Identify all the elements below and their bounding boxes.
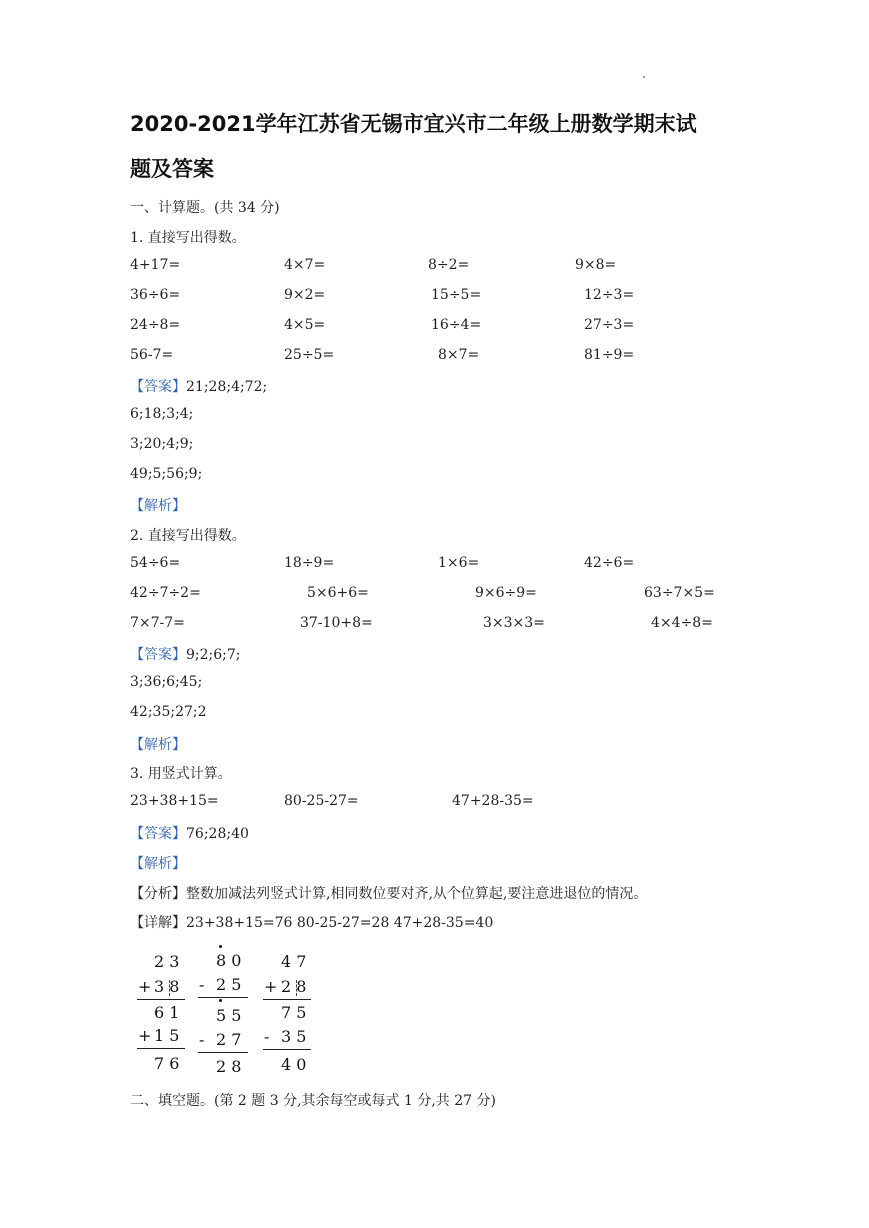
q3-answer [130, 823, 249, 843]
calc-a-line2 [137, 1048, 185, 1049]
q2-item: 7×7-7= [130, 615, 185, 631]
borrow-dot [219, 999, 222, 1002]
q1-item: 81÷9= [584, 347, 635, 363]
calc-c-r2: 4 0 [281, 1055, 307, 1074]
q1-item: 16÷4= [431, 317, 482, 333]
document-title-line2: 题及答案 [130, 157, 214, 181]
q1-item: 12÷3= [584, 287, 635, 303]
q1-item: 4×7= [284, 257, 326, 273]
q2-item: 37-10+8= [300, 615, 373, 631]
page-speck [643, 76, 645, 78]
q2-item: 4×4÷8= [651, 615, 713, 631]
calc-c-n1: 4 7 [281, 952, 307, 971]
calc-c-line1 [263, 999, 311, 1000]
calc-b-n2: 2 5 [216, 975, 242, 994]
borrow-dot [219, 945, 222, 948]
q1-item: 8÷2= [428, 257, 470, 273]
q1-answer-line: 6;18;3;4; [130, 406, 194, 422]
q2-item: 18÷9= [284, 555, 335, 571]
calc-b-r2: 2 8 [216, 1057, 242, 1076]
answer-text: 9;2;6;7; [186, 647, 241, 663]
calc-b-op1: - [199, 975, 205, 994]
calc-a-divider [169, 980, 171, 996]
answer-tag: 【答案】 [130, 826, 186, 842]
answer-text: 76;28;40 [186, 826, 249, 842]
answer-tag: 【答案】 [130, 647, 186, 663]
q1-answer-line: 49;5;56;9; [130, 466, 203, 482]
calc-a-n1: 2 3 [154, 952, 180, 971]
q3-problem: 47+28-35= [452, 793, 534, 809]
q3-analysis-tag: 【解析】 [130, 856, 186, 872]
q3-problem: 80-25-27= [284, 793, 359, 809]
calc-c-divider [296, 980, 298, 996]
calc-b-r1: 5 5 [216, 1006, 242, 1025]
calc-c-op1: + [264, 977, 278, 996]
q2-item: 42÷7÷2= [130, 585, 201, 601]
q2-answer-line: 42;35;27;2 [130, 704, 207, 720]
answer-tag: 【答案】 [130, 379, 186, 395]
calc-c-r1: 7 5 [281, 1003, 307, 1022]
q2-item: 54÷6= [130, 555, 181, 571]
xiangjie-text: 23+38+15=76 80-25-27=28 47+28-35=40 [186, 915, 494, 931]
calc-a-n2: 3 8 [154, 977, 180, 996]
calc-b-n1: 8 0 [216, 951, 242, 970]
q3-problem: 23+38+15= [130, 793, 219, 809]
q3-xiangjie [130, 912, 493, 932]
calc-c-line2 [263, 1049, 311, 1050]
q1-analysis-tag: 【解析】 [130, 498, 186, 514]
calc-c-n2: 2 8 [281, 977, 307, 996]
q1-item: 8×7= [438, 347, 480, 363]
xiangjie-tag: 【详解】 [130, 915, 186, 931]
section-2-heading: 二、填空题。(第 2 题 3 分,其余每空或每式 1 分,共 27 分) [130, 1093, 496, 1109]
q2-analysis-tag: 【解析】 [130, 737, 186, 753]
q3-fenxi [130, 883, 647, 903]
q1-item: 27÷3= [584, 317, 635, 333]
q2-item: 3×3×3= [483, 615, 545, 631]
calc-b-line1 [198, 997, 248, 998]
q1-item: 15÷5= [431, 287, 482, 303]
calc-c-op2: - [264, 1027, 270, 1046]
q2-item: 5×6+6= [307, 585, 369, 601]
answer-text: 21;28;4;72; [186, 379, 268, 395]
q1-item: 4×5= [284, 317, 326, 333]
fenxi-tag: 【分析】 [130, 886, 186, 902]
q2-heading: 2. 直接写出得数。 [130, 528, 246, 544]
section-1-heading: 一、计算题。(共 34 分) [130, 200, 280, 216]
calc-a-op2: + [138, 1026, 152, 1045]
calc-b-line2 [198, 1052, 248, 1053]
calc-a-r1: 6 1 [154, 1003, 180, 1022]
calc-a-n3: 1 5 [154, 1026, 180, 1045]
q1-heading: 1. 直接写出得数。 [130, 230, 246, 246]
q1-answer [130, 376, 267, 396]
q1-item: 25÷5= [284, 347, 335, 363]
fenxi-text: 整数加减法列竖式计算,相同数位要对齐,从个位算起,要注意进退位的情况。 [186, 886, 648, 902]
calc-b-op2: - [199, 1030, 205, 1049]
q2-item: 1×6= [438, 555, 480, 571]
q1-item: 24÷8= [130, 317, 181, 333]
calc-c-n3: 3 5 [281, 1027, 307, 1046]
q1-answer-line: 3;20;4;9; [130, 436, 194, 452]
q2-item: 42÷6= [584, 555, 635, 571]
q3-heading: 3. 用竖式计算。 [130, 766, 232, 782]
calc-a-r2: 7 6 [154, 1054, 180, 1073]
q1-item: 9×2= [284, 287, 326, 303]
q2-answer-line: 3;36;6;45; [130, 674, 203, 690]
q1-item: 9×8= [575, 257, 617, 273]
q1-item: 36÷6= [130, 287, 181, 303]
calc-a-line1 [137, 999, 185, 1000]
q2-answer [130, 644, 241, 664]
document-title-line1: 2020-2021学年江苏省无锡市宜兴市二年级上册数学期末试 [130, 112, 697, 136]
calc-b-n3: 2 7 [216, 1030, 242, 1049]
q1-item: 4+17= [130, 257, 181, 273]
calc-a-op1: + [138, 977, 152, 996]
q2-item: 63÷7×5= [644, 585, 715, 601]
q1-item: 56-7= [130, 347, 174, 363]
q2-item: 9×6÷9= [475, 585, 537, 601]
